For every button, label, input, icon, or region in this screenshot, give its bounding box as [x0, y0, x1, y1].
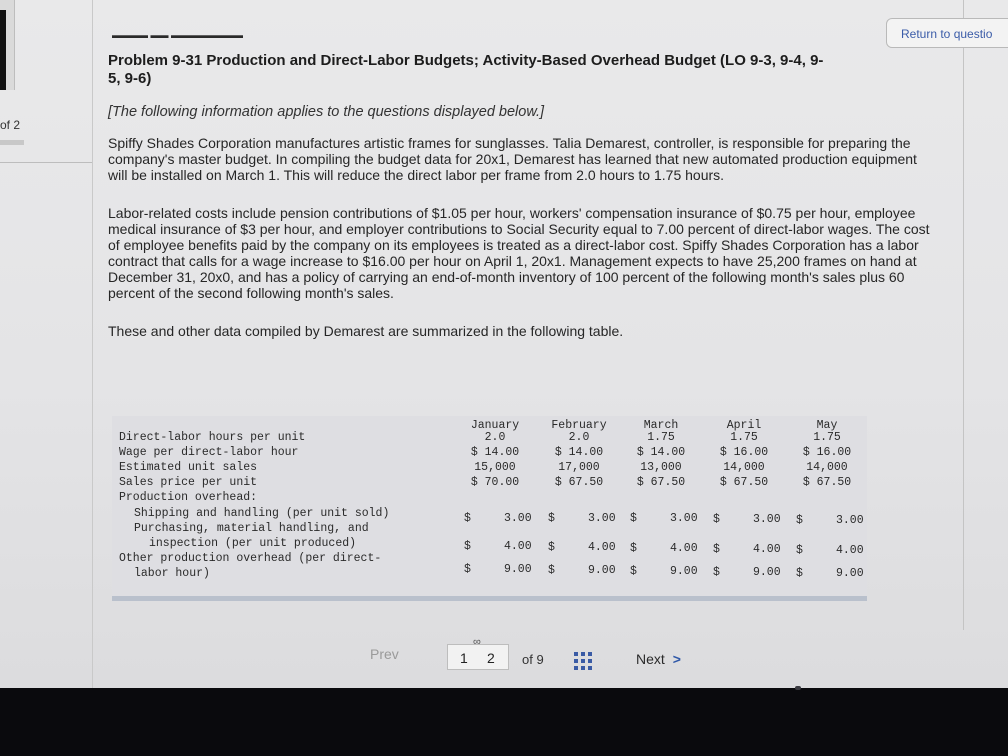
link-icon: ∞ — [473, 636, 481, 648]
page-1-button[interactable]: 1 — [460, 650, 468, 666]
currency-symbol: $ — [713, 566, 720, 579]
currency-symbol: $ — [464, 512, 471, 525]
cell-purchasing-apr — [713, 543, 781, 556]
problem-title — [108, 52, 933, 88]
cell-sales-jan: 15,000 — [474, 461, 516, 474]
chevron-right-icon: > — [672, 651, 681, 667]
content-divider-left — [92, 0, 93, 688]
cell-price-jan: $ 70.00 — [470, 476, 520, 489]
currency-symbol: $ — [464, 540, 471, 553]
row-label-price: Sales price per unit — [119, 476, 258, 489]
row-label-other-1: Other production overhead (per direct- — [119, 552, 382, 565]
cell-price-may: $ 67.50 — [802, 476, 852, 489]
problem-content — [108, 52, 933, 339]
currency-symbol: $ — [630, 512, 637, 525]
col-header-may: May — [816, 419, 838, 432]
problem-title-line2: 5, 9-6) — [108, 70, 152, 87]
cell-other-feb — [548, 564, 616, 577]
cell-wage-apr: $ 16.00 — [719, 446, 769, 459]
currency-symbol: $ — [548, 564, 555, 577]
cell-value: 9.00 — [504, 563, 532, 576]
cell-sales-apr: 14,000 — [723, 461, 765, 474]
cell-wage-jan: $ 14.00 — [470, 446, 520, 459]
cell-purchasing-mar — [630, 542, 698, 555]
cell-value: 3.00 — [836, 514, 864, 527]
cell-value: 9.00 — [588, 564, 616, 577]
cell-value: 4.00 — [588, 541, 616, 554]
col-header-april: April — [726, 419, 762, 432]
cell-wage-feb: $ 14.00 — [554, 446, 604, 459]
sidebar-progress — [0, 140, 24, 145]
cell-price-feb: $ 67.50 — [554, 476, 604, 489]
currency-symbol: $ — [796, 514, 803, 527]
cell-shipping-mar — [630, 512, 698, 525]
page-total: of 9 — [522, 652, 544, 667]
sidebar-page-count: of 2 — [0, 118, 21, 132]
cell-value: 9.00 — [753, 566, 781, 579]
row-label-purchasing-1: Purchasing, material handling, and — [134, 522, 369, 535]
cell-dl-hours-jan: 2.0 — [484, 431, 506, 444]
cell-other-may — [796, 567, 864, 580]
currency-symbol: $ — [713, 513, 720, 526]
cell-wage-may: $ 16.00 — [802, 446, 852, 459]
cell-wage-mar: $ 14.00 — [636, 446, 686, 459]
row-label-other-2: labor hour) — [134, 567, 210, 580]
cell-value: 9.00 — [836, 567, 864, 580]
cell-price-apr: $ 67.50 — [719, 476, 769, 489]
currency-symbol: $ — [464, 563, 471, 576]
row-label-purchasing-2: inspection (per unit produced) — [149, 537, 357, 550]
cell-shipping-feb — [548, 512, 616, 525]
next-label: Next — [636, 651, 665, 667]
cell-dl-hours-apr: 1.75 — [730, 431, 758, 444]
row-label-overhead: Production overhead: — [119, 491, 258, 504]
row-label-dl-hours: Direct-labor hours per unit — [119, 431, 306, 444]
cell-other-apr — [713, 566, 781, 579]
paragraph-table-intro: These and other data compiled by Demarest are summarized in the following table. — [108, 323, 624, 339]
cell-sales-may: 14,000 — [806, 461, 848, 474]
col-header-january: January — [470, 419, 520, 432]
header-marker: ▬▬▬▬ ▬▬ ▬▬▬▬▬▬▬▬ — [112, 30, 244, 40]
cell-purchasing-feb — [548, 541, 616, 554]
cell-sales-feb: 17,000 — [558, 461, 600, 474]
cell-sales-mar: 13,000 — [640, 461, 682, 474]
budget-data-table — [112, 416, 867, 601]
cell-dl-hours-may: 1.75 — [813, 431, 841, 444]
cell-dl-hours-mar: 1.75 — [647, 431, 675, 444]
cell-purchasing-may — [796, 544, 864, 557]
sidebar-tab[interactable] — [0, 0, 15, 90]
monitor-bezel — [0, 688, 1008, 756]
cell-other-mar — [630, 565, 698, 578]
col-header-march: March — [643, 419, 679, 432]
info-note: [The following information applies to the questions displayed below.] — [108, 104, 545, 120]
cell-price-mar: $ 67.50 — [636, 476, 686, 489]
row-label-sales: Estimated unit sales — [119, 461, 258, 474]
page-2-button[interactable]: 2 — [487, 650, 495, 666]
content-divider-right — [963, 0, 964, 630]
cell-shipping-jan — [464, 512, 532, 525]
bezel-indicator — [795, 686, 801, 690]
cell-value: 3.00 — [753, 513, 781, 526]
cell-purchasing-jan — [464, 540, 532, 553]
row-label-shipping: Shipping and handling (per unit sold) — [134, 507, 390, 520]
cell-dl-hours-feb: 2.0 — [568, 431, 590, 444]
cell-value: 4.00 — [836, 544, 864, 557]
prev-button[interactable]: Prev — [370, 646, 399, 662]
currency-symbol: $ — [548, 512, 555, 525]
cell-value: 9.00 — [670, 565, 698, 578]
currency-symbol: $ — [713, 543, 720, 556]
col-header-february: February — [551, 419, 607, 432]
cell-value: 4.00 — [753, 543, 781, 556]
row-label-wage: Wage per direct-labor hour — [119, 446, 299, 459]
grid-icon[interactable] — [574, 652, 592, 670]
currency-symbol: $ — [796, 544, 803, 557]
cell-value: 4.00 — [670, 542, 698, 555]
currency-symbol: $ — [630, 542, 637, 555]
cell-value: 4.00 — [504, 540, 532, 553]
currency-symbol: $ — [796, 567, 803, 580]
cell-value: 3.00 — [670, 512, 698, 525]
sidebar-divider — [0, 162, 92, 163]
cell-shipping-may — [796, 514, 864, 527]
paragraph-labor-costs: Labor-related costs include pension contributions of $1.05 per hour, workers' compensation insurance of $0.75 per hour, employee medical insurance of $3 per hour, and employer contributions to Social Security equal to 7.00 percent of direct-labor wages. The cost of employee benefits paid by the company on its employees is treated as a direct-labor cost. Spiffy Shades Corporation has a labor contract that calls for a wage increase to $16.00 per hour on April 1, 20x1. Management expects to have 25,200 frames on hand at December 31, 20x0, and has a policy of carrying an end-of-month inventory of 100 percent of the following month's sales plus 60 percent of the second following month's sales. — [108, 205, 930, 301]
cell-other-jan — [464, 563, 532, 576]
return-to-question-button[interactable]: Return to questio — [886, 18, 1008, 48]
cell-value: 3.00 — [504, 512, 532, 525]
problem-title-line1: Problem 9-31 Production and Direct-Labor Budgets; Activity-Based Overhead Budget (LO 9-3, 9-4, 9- — [108, 52, 824, 69]
next-button[interactable] — [636, 651, 681, 667]
currency-symbol: $ — [548, 541, 555, 554]
cell-value: 3.00 — [588, 512, 616, 525]
currency-symbol: $ — [630, 565, 637, 578]
cell-shipping-apr — [713, 513, 781, 526]
paragraph-intro: Spiffy Shades Corporation manufactures artistic frames for sunglasses. Talia Demarest, controller, is responsible for preparing the company's master budget. In compiling the budget data for 20x1, Demarest has learned that new automated production equipment will be installed on March 1. This will reduce the direct labor per frame from 2.0 hours to 1.75 hours. — [108, 135, 917, 183]
